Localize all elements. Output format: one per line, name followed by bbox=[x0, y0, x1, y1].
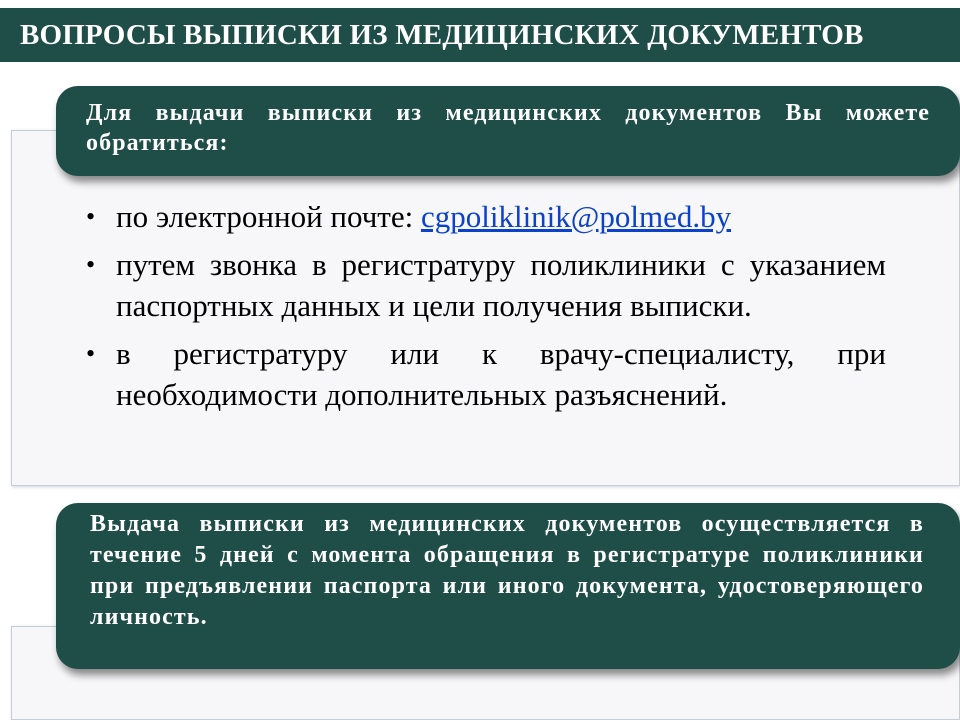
in-person-option-text: в регистратуру или к врачу-специалисту, при необходимости дополнительных разъяснений. bbox=[116, 336, 886, 412]
page-title: ВОПРОСЫ ВЫПИСКИ ИЗ МЕДИЦИНСКИХ ДОКУМЕНТОВ bbox=[20, 18, 864, 51]
issuance-note-callout bbox=[56, 503, 960, 669]
contact-options-list bbox=[86, 196, 886, 422]
bullet-icon: • bbox=[86, 202, 96, 231]
phone-option-text: путем звонка в регистратуру поликлиники с указанием паспортных данных и цели получения выписки. bbox=[116, 247, 886, 323]
list-item-in-person bbox=[86, 333, 886, 415]
intro-text: Для выдачи выписки из медицинских документов Вы можете обратиться: bbox=[86, 100, 930, 156]
bullet-icon: • bbox=[86, 250, 96, 279]
issuance-note-text: Выдача выписки из медицинских документов осуществляется в течение 5 дней с момента обращения в регистратуре поликлиники при предъявлении паспорта или иного документа, удостоверяющего личность. bbox=[90, 511, 924, 630]
intro-callout bbox=[56, 86, 960, 176]
list-item-email bbox=[86, 196, 886, 237]
bullet-icon: • bbox=[86, 339, 96, 368]
list-item-phone bbox=[86, 244, 886, 326]
email-label: по электронной почте: bbox=[116, 199, 421, 234]
title-bar bbox=[0, 8, 960, 62]
email-link[interactable]: cgpoliklinik@polmed.by bbox=[420, 199, 732, 234]
